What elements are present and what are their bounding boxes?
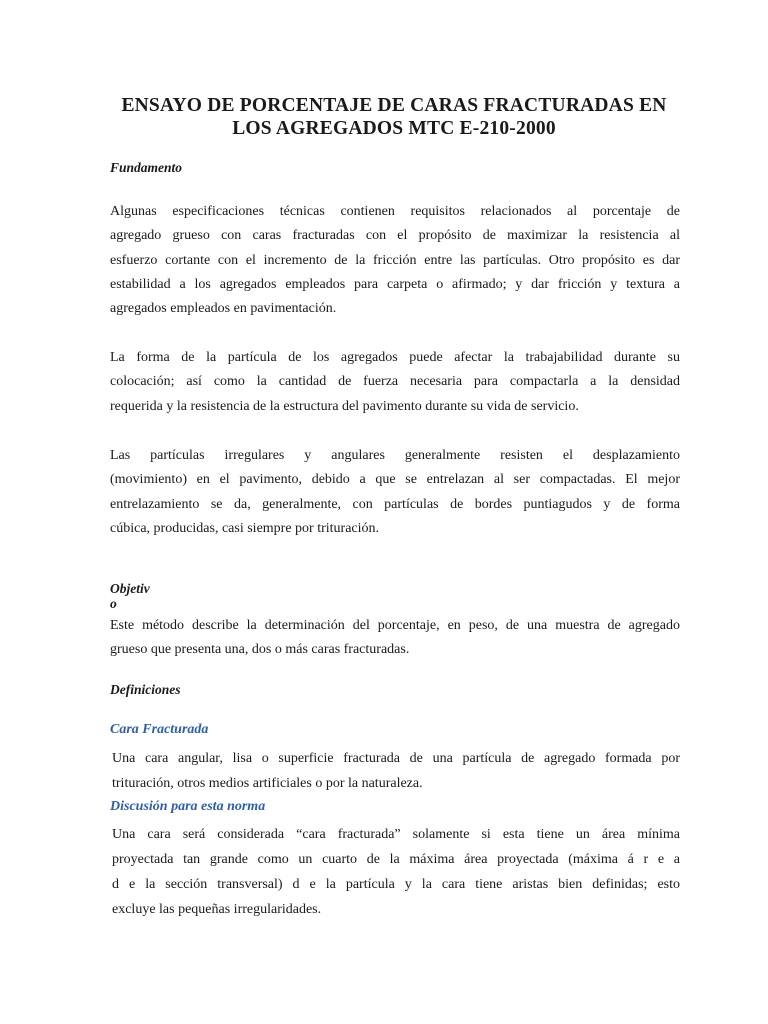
heading-objetivo-line-1: Objetiv	[110, 581, 150, 597]
title-line-2: LOS AGREGADOS MTC E-210-2000	[232, 118, 556, 139]
text-line: excluye las pequeñas irregularidades.	[112, 902, 322, 917]
text-line: cúbica, producidas, casi siempre por trituración.	[110, 520, 380, 536]
paragraph-fundamento-2	[110, 346, 680, 419]
heading-objetivo	[110, 581, 150, 611]
text-line: Una cara angular, lisa o superficie fracturada de una partícula de agregado formada por	[112, 751, 680, 766]
text-line: d e la sección transversal) d e la partícula y la cara tiene aristas bien definidas; esto	[112, 877, 680, 892]
subheading-cara-fracturada: Cara Fracturada	[110, 722, 209, 737]
title-line-1: ENSAYO DE PORCENTAJE DE CARAS FRACTURADAS EN	[121, 95, 667, 116]
text-line: Este método describe la determinación del porcentaje, en peso, de una muestra de agregado	[110, 618, 680, 633]
text-line: esfuerzo cortante con el incremento de la fricción entre las partículas. Otro propósito es dar	[110, 252, 680, 268]
text-line: grueso que presenta una, dos o más caras fracturadas.	[110, 642, 410, 658]
text-line: Las partículas irregulares y angulares generalmente resisten el desplazamiento	[110, 448, 680, 463]
text-line: colocación; así como la cantidad de fuerza necesaria para compactarla a la densidad	[110, 374, 680, 390]
document-title	[100, 94, 688, 140]
text-line: (movimiento) en el pavimento, debido a que se entrelazan al ser compactadas. El mejor	[110, 472, 680, 488]
paragraph-fundamento-1	[110, 200, 680, 321]
subheading-discusion: Discusión para esta norma	[110, 799, 266, 814]
heading-objetivo-line-2: o	[110, 596, 117, 612]
text-line: entrelazamiento se da, generalmente, con partículas de bordes puntiagudos y de forma	[110, 496, 680, 512]
paragraph-discusion	[112, 822, 680, 922]
text-line: estabilidad a los agregados empleados para carpeta o afirmado; y dar fricción y textura a	[110, 276, 680, 292]
text-line: agregado grueso con caras fracturadas con el propósito de maximizar la resistencia al	[110, 228, 680, 244]
text-line: agregados empleados en pavimentación.	[110, 301, 337, 317]
text-line: La forma de la partícula de los agregados puede afectar la trabajabilidad durante su	[110, 350, 680, 365]
text-line: trituración, otros medios artificiales o por la naturaleza.	[112, 776, 423, 791]
paragraph-objetivo	[110, 614, 680, 663]
paragraph-cara-fracturada	[112, 746, 680, 796]
text-line: Una cara será considerada “cara fracturada” solamente si esta tiene un área mínima	[112, 827, 680, 842]
text-line: requerida y la resistencia de la estructura del pavimento durante su vida de servicio.	[110, 398, 579, 414]
text-line: proyectada tan grande como un cuarto de la máxima área proyectada (máxima á r e a	[112, 852, 680, 867]
paragraph-fundamento-3	[110, 444, 680, 541]
heading-definiciones: Definiciones	[110, 682, 181, 697]
heading-fundamento: Fundamento	[110, 160, 183, 175]
text-line: Algunas especificaciones técnicas contienen requisitos relacionados al porcentaje de	[110, 204, 680, 219]
